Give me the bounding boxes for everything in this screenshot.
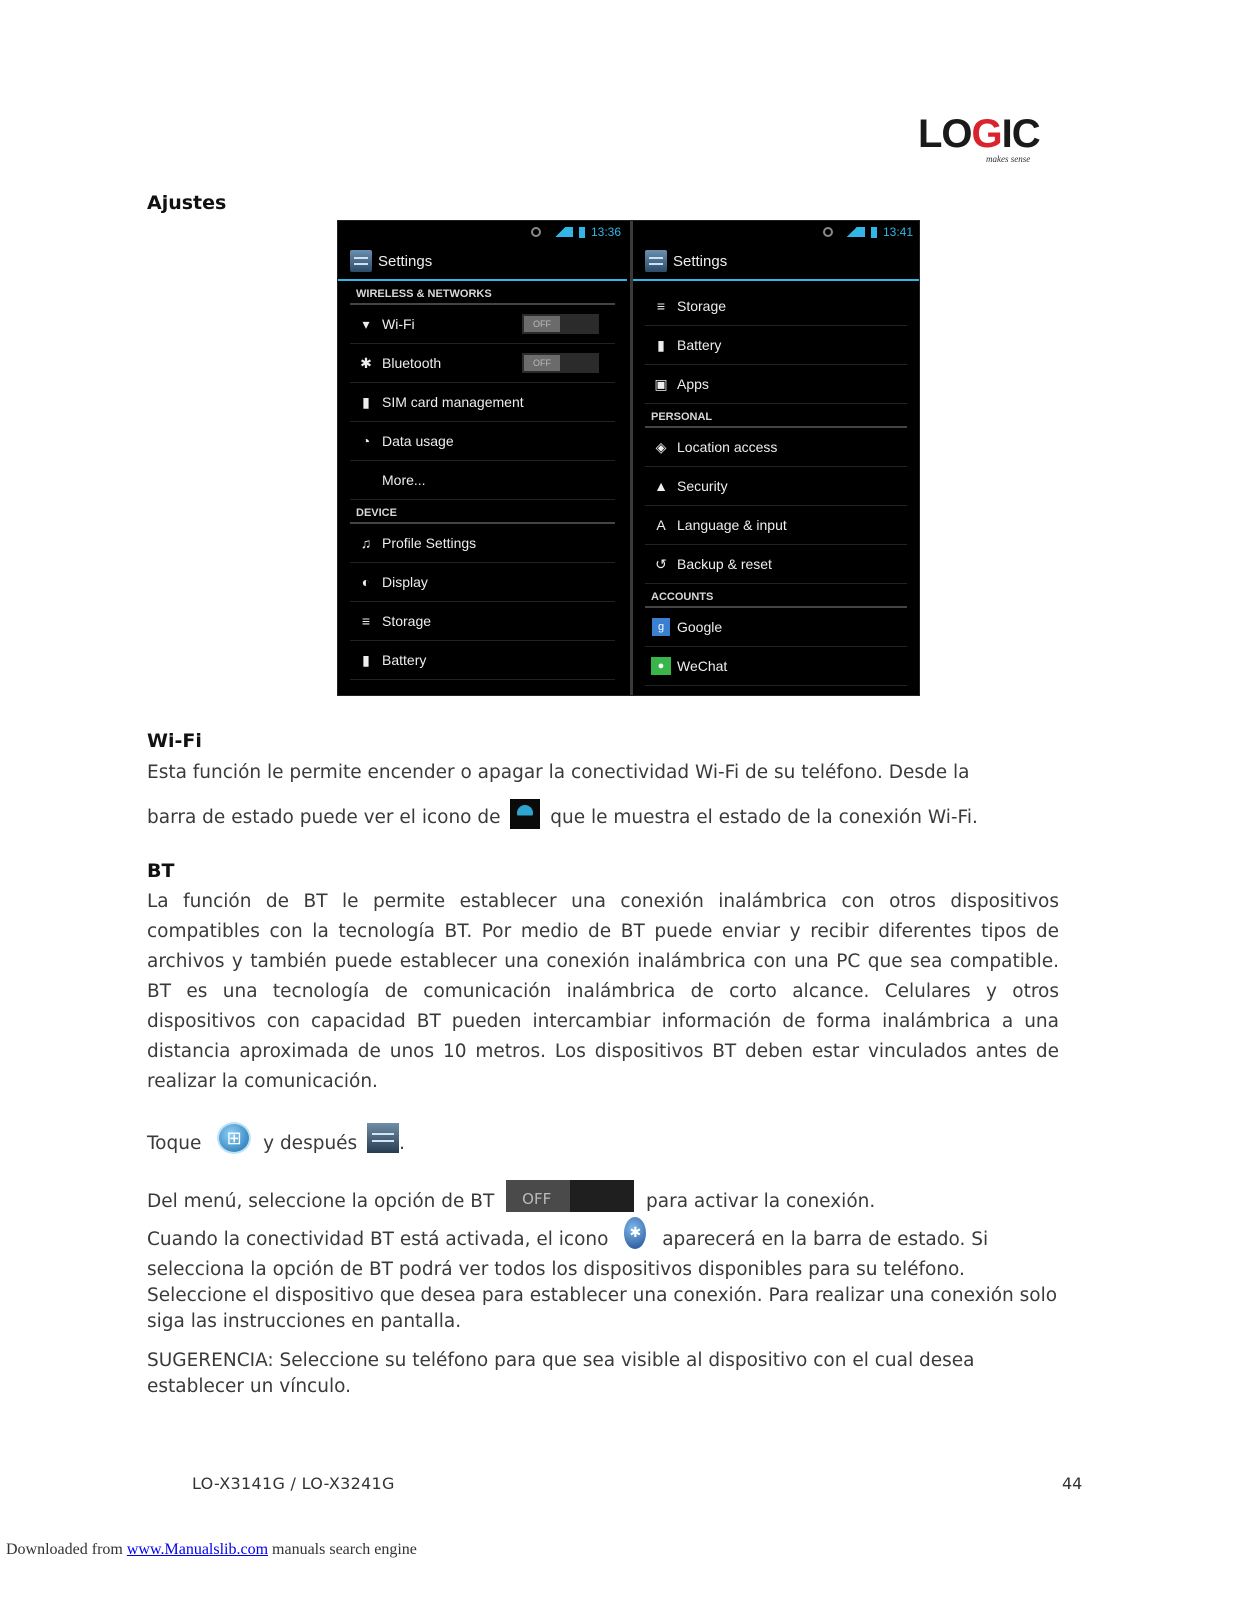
logo-wordmark: LOGIC: [918, 112, 1040, 156]
wifi-status-icon: [510, 799, 540, 829]
settings-section-title: Ajustes: [147, 192, 227, 214]
sim-card-icon: ▮: [362, 393, 370, 410]
toggle-label: OFF: [524, 355, 560, 371]
storage-icon: ≡: [656, 298, 666, 314]
wifi-toggle[interactable]: [522, 314, 599, 334]
action-bar: [633, 243, 919, 281]
text-span: Del menú, seleccione la opción de BT: [147, 1191, 495, 1212]
bluetooth-status-icon: ✱: [624, 1217, 646, 1249]
settings-app-icon: [367, 1123, 399, 1153]
wechat-icon: ●: [645, 657, 677, 675]
settings-item-label: Display: [382, 574, 428, 590]
settings-item-storage[interactable]: [645, 287, 907, 326]
settings-item-security[interactable]: [645, 467, 907, 506]
settings-item-backup[interactable]: [645, 545, 907, 584]
text-span: manuals search engine: [268, 1541, 417, 1558]
settings-item-battery[interactable]: [645, 326, 907, 365]
backup-icon: ↺: [655, 555, 667, 572]
settings-item-label: Battery: [677, 337, 722, 353]
wifi-paragraph-line2: [147, 803, 978, 833]
settings-item-bluetooth[interactable]: [350, 344, 615, 383]
settings-item-label: Bluetooth: [382, 355, 442, 371]
settings-item-label: Security: [677, 478, 728, 494]
text-span: que le muestra el estado de la conexión Wi-Fi.: [550, 807, 978, 828]
download-credit: [6, 1541, 417, 1559]
settings-item-label: Backup & reset: [677, 556, 772, 572]
menu-instruction: [147, 1186, 875, 1218]
settings-item-sim[interactable]: [350, 383, 615, 422]
settings-item-label: Storage: [677, 298, 727, 314]
settings-item-more[interactable]: [350, 461, 615, 500]
action-bar-title: Settings: [378, 252, 433, 270]
page-number: 44: [1062, 1474, 1083, 1493]
settings-item-google[interactable]: [645, 608, 907, 647]
settings-item-label: Google: [677, 619, 723, 635]
battery-icon: ▮: [657, 336, 665, 353]
wifi-icon: ▾: [362, 315, 370, 332]
text-span: Downloaded from: [6, 1541, 127, 1558]
footer-model: LO-X3141G / LO-X3241G: [192, 1474, 395, 1493]
status-time: 13:36: [590, 225, 621, 239]
status-time: 13:41: [882, 225, 913, 239]
toggle-label: OFF: [524, 316, 560, 332]
section-header-wireless: WIRELESS & NETWORKS: [350, 281, 615, 305]
bt-section-title: BT: [147, 860, 175, 882]
text-span: barra de estado puede ver el icono de: [147, 807, 501, 828]
section-header-device: DEVICE: [350, 500, 615, 524]
apps-icon: ▣: [654, 375, 668, 392]
settings-item-label: WeChat: [677, 658, 728, 674]
alarm-icon: [531, 227, 541, 237]
touch-instruction: [147, 1128, 405, 1160]
text-span: selecciona la opción de BT podrá ver todos los dispositivos disponibles para su teléfono. Seleccione el dispositivo que desea para establecer una conexión. Para realizar una conexión solo siga las instrucciones en pantalla.: [147, 1259, 1058, 1332]
apps-launcher-icon: [217, 1122, 251, 1154]
settings-screenshots: [337, 220, 920, 696]
text-span: aparecerá en la barra de estado. Si: [662, 1229, 989, 1250]
logic-logo: [918, 112, 1058, 172]
battery-icon: [871, 227, 877, 238]
wifi-section-title: Wi-Fi: [147, 730, 202, 752]
status-bar: [633, 221, 919, 243]
settings-item-location[interactable]: [645, 428, 907, 467]
settings-item-label: Language & input: [677, 517, 787, 533]
data-usage-icon: ◔: [361, 433, 371, 449]
section-header-personal: PERSONAL: [645, 404, 907, 428]
action-bar-title: Settings: [673, 252, 728, 270]
tip-paragraph: SUGERENCIA: Seleccione su teléfono para que sea visible al dispositivo con el cual desea establecer un vínculo.: [147, 1350, 975, 1397]
settings-item-label: SIM card management: [382, 394, 524, 410]
settings-item-label: Apps: [677, 376, 709, 392]
battery-icon: ▮: [362, 651, 370, 668]
settings-item-battery[interactable]: [350, 641, 615, 680]
settings-item-label: Location access: [677, 439, 778, 455]
status-bar: [338, 221, 627, 243]
text-span: .: [399, 1133, 405, 1154]
manualslib-link[interactable]: www.Manualslib.com: [126, 1541, 269, 1558]
settings-item-label: Storage: [382, 613, 432, 629]
settings-item-display[interactable]: [350, 563, 615, 602]
music-note-icon: ♫: [360, 535, 372, 551]
alarm-icon: [823, 227, 833, 237]
signal-icon: [839, 227, 865, 237]
settings-item-wifi[interactable]: [350, 305, 615, 344]
text-span: Toque: [147, 1133, 202, 1154]
wifi-paragraph-line1: Esta función le permite encender o apagar la conectividad Wi-Fi de su teléfono. Desde la: [147, 762, 970, 783]
text-span: Cuando la conectividad BT está activada, el icono: [147, 1229, 609, 1250]
settings-icon: [645, 250, 667, 272]
lock-icon: ▲: [654, 478, 668, 494]
settings-item-apps[interactable]: [645, 365, 907, 404]
bluetooth-toggle[interactable]: [522, 353, 599, 373]
keyboard-icon: A: [656, 517, 666, 533]
storage-icon: ≡: [361, 613, 371, 629]
settings-item-label: Battery: [382, 652, 427, 668]
toggle-label: OFF: [522, 1190, 552, 1208]
logo-tagline: makes sense: [986, 154, 1031, 164]
settings-screen-right: [630, 221, 919, 695]
settings-item-label: Wi-Fi: [382, 316, 415, 332]
settings-item-label: More...: [382, 472, 426, 488]
settings-item-wechat[interactable]: [645, 647, 907, 686]
display-icon: ◐: [361, 574, 371, 590]
bluetooth-icon: ✱: [360, 354, 372, 371]
settings-icon: [350, 250, 372, 272]
settings-item-label: Data usage: [382, 433, 454, 449]
battery-icon: [579, 227, 585, 238]
text-span: y después: [263, 1133, 358, 1154]
google-icon: g: [645, 618, 677, 636]
settings-screen-left: [338, 221, 627, 695]
settings-item-data-usage[interactable]: [350, 422, 615, 461]
settings-item-label: Profile Settings: [382, 535, 477, 551]
signal-icon: [547, 227, 573, 237]
settings-item-storage[interactable]: [350, 602, 615, 641]
action-bar: [338, 243, 627, 281]
bt-off-toggle-image: [506, 1180, 634, 1212]
bt-active-paragraph: [147, 1225, 1059, 1335]
location-icon: ◈: [655, 438, 667, 455]
settings-item-language[interactable]: [645, 506, 907, 545]
section-header-accounts: ACCOUNTS: [645, 584, 907, 608]
text-span: para activar la conexión.: [646, 1191, 876, 1212]
settings-item-profile[interactable]: [350, 524, 615, 563]
bt-paragraph: La función de BT le permite establecer una conexión inalámbrica con otros dispositivos compatibles con la tecnología BT. Por medio de BT puede enviar y recibir diferentes tipos de archivos y también puede establecer una conexión inalámbrica con una PC que sea compatible. BT es una tecnología de comunicación inalámbrica de corto alcance. Celulares y otros dispositivos con capacidad BT pueden intercambiar información de forma inalámbrica a una distancia aproximada de unos 10 metros. Los dispositivos BT deben estar vinculados antes de realizar la comunicación.: [147, 891, 1059, 1092]
